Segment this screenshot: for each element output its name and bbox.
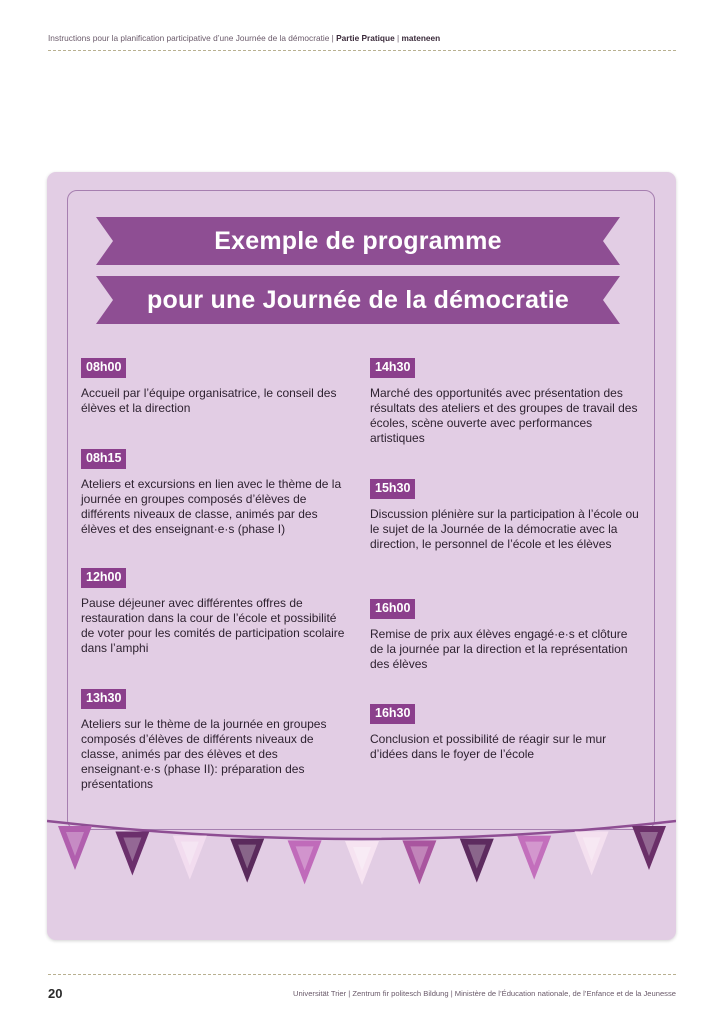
header-brand: mateneen xyxy=(401,33,441,43)
slot-description: Conclusion et possibilité de réagir sur le mur d’idées dans le foyer de l’école xyxy=(370,732,607,761)
time-badge: 12h00 xyxy=(81,568,126,588)
slot-description: Remise de prix aux élèves engagé·e·s et clôture de la journée par la direction et la représentation des élèves xyxy=(370,627,628,671)
program-slot xyxy=(370,599,640,672)
time-badge: 16h30 xyxy=(370,704,415,724)
program-slot xyxy=(81,689,351,792)
time-badge: 14h30 xyxy=(370,358,415,378)
slot-description: Marché des opportunités avec présentation des résultats des ateliers et des groupes de travail des écoles, scène ouverte avec performances artistiques xyxy=(370,386,638,445)
program-title-line2: pour une Journée de la démocratie xyxy=(147,286,569,314)
slot-description: Ateliers sur le thème de la journée en groupes composés d’élèves de différents niveaux de classe, animés par des élèves et des enseignant·e·s (phase II): préparation des présentations xyxy=(81,717,327,791)
time-badge: 15h30 xyxy=(370,479,415,499)
time-badge: 08h00 xyxy=(81,358,126,378)
title-ribbon-2 xyxy=(96,276,620,324)
program-slot xyxy=(81,449,351,537)
slot-description: Ateliers et excursions en lien avec le thème de la journée en groupes composés d’élèves de différents niveaux de classe, animés par des élèves et des enseignant·e·s (phase I) xyxy=(81,477,342,536)
title-ribbon-1 xyxy=(96,217,620,265)
footer-credits: Universität Trier | Zentrum fir politesch Bildung | Ministère de l’Éducation nationale, de l’Enfance et de la Jeunesse xyxy=(293,989,676,998)
slot-description: Pause déjeuner avec différentes offres de restauration dans la cour de l’école et possibilité de voter pour les comités de participation scolaire dans l’amphi xyxy=(81,596,345,655)
running-header: Instructions pour la planification participative d’une Journée de la démocratie | Partie Pratique | mateneen xyxy=(48,33,441,43)
header-title: Instructions pour la planification participative d’une Journée de la démocratie xyxy=(48,33,330,43)
program-slot xyxy=(81,568,351,656)
program-slot xyxy=(81,358,351,416)
time-badge: 16h00 xyxy=(370,599,415,619)
bunting-garland xyxy=(47,815,676,905)
page-number: 20 xyxy=(48,986,63,1001)
time-badge: 08h15 xyxy=(81,449,126,469)
time-badge: 13h30 xyxy=(81,689,126,709)
footer-divider xyxy=(48,974,676,975)
slot-description: Accueil par l’équipe organisatrice, le conseil des élèves et la direction xyxy=(81,386,337,415)
header-section: Partie Pratique xyxy=(336,33,395,43)
program-slot xyxy=(370,704,640,762)
program-title-line1: Exemple de programme xyxy=(214,227,502,255)
header-divider xyxy=(48,50,676,51)
slot-description: Discussion plénière sur la participation à l’école ou le sujet de la Journée de la démocratie avec la direction, le personnel de l’école et les élèves xyxy=(370,507,639,551)
program-slot xyxy=(370,479,640,552)
program-slot xyxy=(370,358,640,446)
